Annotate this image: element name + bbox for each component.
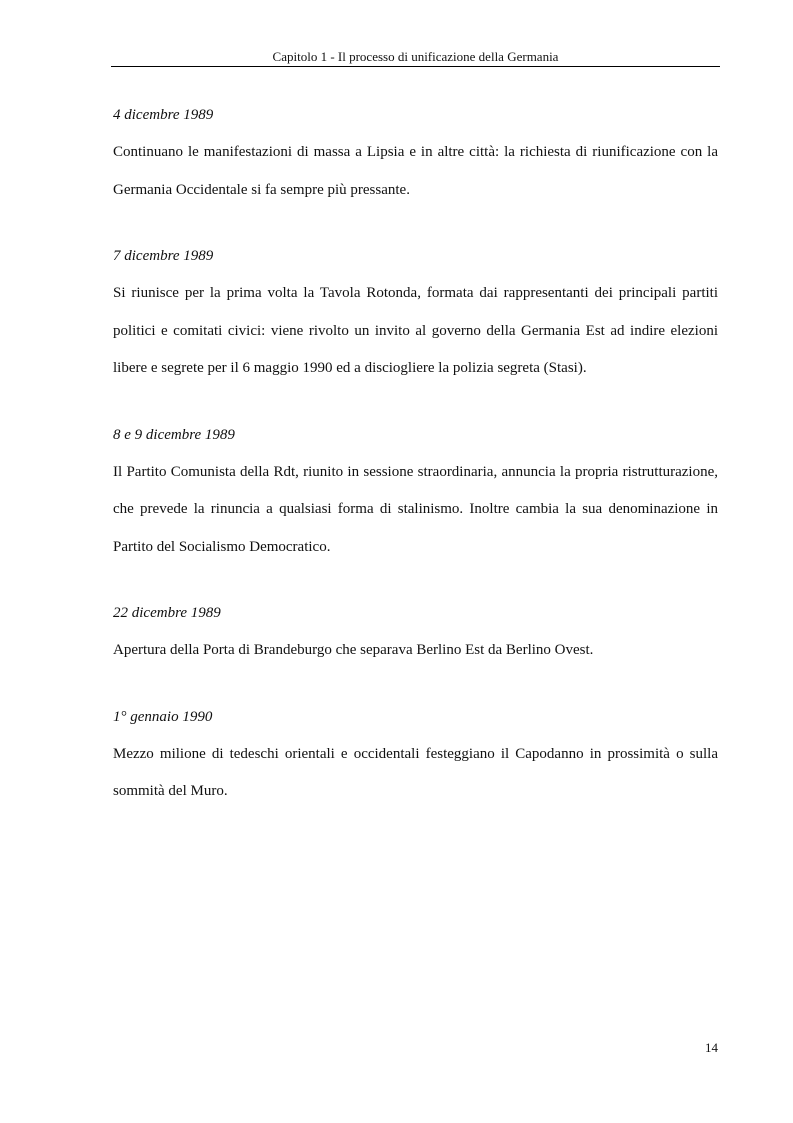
chronology-entry — [113, 424, 718, 567]
running-header: Capitolo 1 - Il processo di unificazione della Germania — [272, 49, 559, 64]
chronology-entry — [113, 245, 718, 388]
entry-date: 22 dicembre 1989 — [113, 605, 221, 621]
chronology-body — [113, 104, 718, 811]
chronology-entry — [113, 602, 718, 670]
header-divider — [111, 66, 720, 67]
entry-text: Il Partito Comunista della Rdt, riunito in sessione straordinaria, annuncia la propria ristrutturazione, che prevede la rinuncia a qualsiasi forma di stalinismo. Inoltre cambia la sua denominazione in Partito del Socialismo Democratico. — [113, 463, 718, 555]
entry-text: Continuano le manifestazioni di massa a Lipsia e in altre città: la richiesta di riunificazione con la Germania Occidentale si fa sempre più pressante. — [113, 144, 718, 198]
entry-text: Apertura della Porta di Brandeburgo che separava Berlino Est da Berlino Ovest. — [113, 642, 594, 658]
entry-date: 4 dicembre 1989 — [113, 107, 214, 123]
entry-date: 7 dicembre 1989 — [113, 248, 214, 264]
entry-text: Mezzo milione di tedeschi orientali e occidentali festeggiano il Capodanno in prossimità o sulla sommità del Muro. — [113, 745, 718, 799]
entry-text: Si riunisce per la prima volta la Tavola Rotonda, formata dai rappresentanti dei principali partiti politici e comitati civici: viene rivolto un invito al governo della Germania Est ad indire elezioni libere e segrete per il 6 maggio 1990 ed a disciogliere la polizia segreta (Stasi). — [113, 285, 718, 376]
chronology-entry — [113, 706, 718, 811]
chronology-entry — [113, 104, 718, 209]
entry-date: 1° gennaio 1990 — [113, 708, 213, 725]
page-number: 14 — [705, 1040, 718, 1055]
entry-date: 8 e 9 dicembre 1989 — [113, 426, 235, 443]
